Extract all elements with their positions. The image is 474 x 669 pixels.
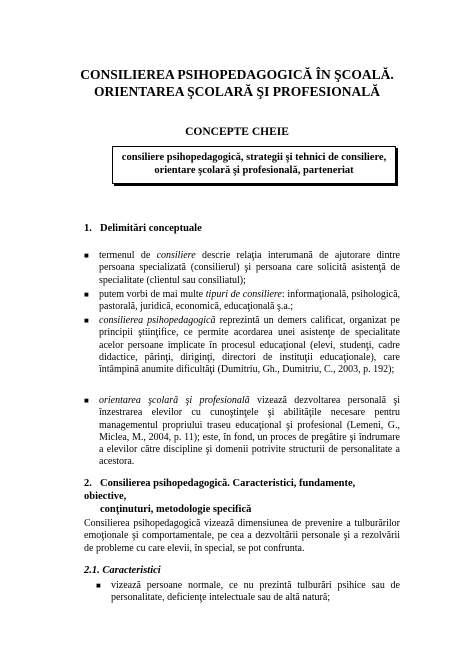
section-2-title-line-2: conţinuturi, metodologie specifică xyxy=(100,504,252,515)
bullet-item xyxy=(84,289,400,314)
section-1-title: Delimitări conceptuale xyxy=(100,223,202,234)
bullet-text: reprezintă un demers calificat, organizat pe principii ştiinţifice, ce permite acordarea unei asistenţe de specialitate acelor persoane implicate în procesul educaţional (elevi, studenţi, cadre didactice, părinţi, diriginţi, directori de instituţii educaţionale), care întâmpină anumite dificultăţi (Dumitriu, Gh., Dumitriu, C., 2003, p. 192); xyxy=(99,315,400,376)
square-bullet-icon: ■ xyxy=(84,316,89,325)
bullet-item xyxy=(84,395,400,469)
subsection-heading: 2.1. Caracteristici xyxy=(84,565,161,576)
bullet-text: termenul de xyxy=(99,250,157,261)
bullet-text: : informaţională, psihologică, pastorală, juridică, economică, educaţională ş.a.; xyxy=(99,289,401,313)
section-2-number: 2. xyxy=(84,478,92,489)
section-2-title-line-1: Consilierea psihopedagogică. Caracteristici, fundamente, obiective, xyxy=(84,478,356,502)
square-bullet-icon: ■ xyxy=(84,290,89,299)
sub-bullet-item xyxy=(96,580,400,605)
key-concepts-line-1: consiliere psihopedagogică, strategii şi tehnici de consiliere, xyxy=(121,152,387,163)
bullet-term: tipuri de consiliere xyxy=(205,289,282,300)
square-bullet-icon: ■ xyxy=(84,251,89,260)
section-1-heading xyxy=(84,222,202,235)
title-line-1: CONSILIEREA PSIHOPEDAGOGICĂ ÎN ŞCOALĂ. xyxy=(80,67,394,82)
section-2-paragraph: Consilierea psihopedagogică vizează dimensiunea de prevenire a tulburărilor emoţionale şi comportamentale, pe cea a dezvoltării personale şi a rezolvării de probleme cu care elevii, în special, se pot confrunta. xyxy=(84,518,400,554)
key-concepts-box xyxy=(112,146,396,184)
bullet-text: descrie relaţia interumană de ajutorare dintre persoana specializată (consilierul) şi persoana care solicită asistenţă de specialitate (clientul sau consiliatul); xyxy=(99,250,400,286)
bullet-text: putem vorbi de mai multe xyxy=(99,289,206,300)
title-line-2: ORIENTAREA ŞCOLARĂ ŞI PROFESIONALĂ xyxy=(94,84,380,99)
bullet-text: vizează dezvoltarea personală şi înzestrarea elevilor cu cunoştinţele şi abilităţile necesare pentru managementul propriului traseu educaţional şi profesional (Lemeni, G., Miclea, M., 2004, p. 11); este, în fond, un proces de pregătire şi îndrumare a elevilor către discipline şi domenii potrivite structurii de personalitate a acestora. xyxy=(99,395,400,468)
bullet-item xyxy=(84,315,400,376)
bullet-item xyxy=(84,250,400,287)
square-bullet-icon: ■ xyxy=(96,581,101,590)
bullet-term: consilierea psihopedagogică xyxy=(99,315,216,326)
key-concepts-line-2: orientare şcolară şi profesională, parteneriat xyxy=(154,165,354,176)
bullet-term: orientarea şcolară şi profesională xyxy=(99,395,250,406)
section-1-number: 1. xyxy=(84,223,92,234)
square-bullet-icon: ■ xyxy=(84,396,89,405)
page-title xyxy=(0,66,474,100)
key-concepts-heading: CONCEPTE CHEIE xyxy=(185,126,289,138)
sub-bullet-text: vizează persoane normale, ce nu prezintă tulburări psihice sau de personalitate, deficienţe intelectuale sau de altă natură; xyxy=(111,580,400,604)
bullet-term: consiliere xyxy=(156,250,196,261)
section-2-heading xyxy=(84,477,400,516)
